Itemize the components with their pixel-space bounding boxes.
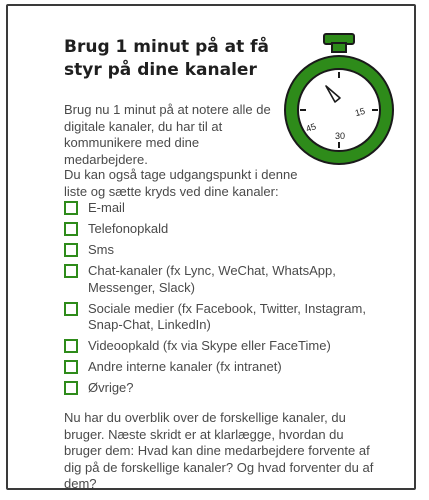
checklist-item-other[interactable] [64, 380, 394, 397]
checklist-item-email[interactable] [64, 200, 394, 217]
stopwatch-icon [280, 32, 398, 172]
card-title: Brug 1 minut på at få styr på dine kanaler [64, 37, 270, 80]
checkbox[interactable] [64, 201, 78, 215]
checklist-item-phone[interactable] [64, 221, 394, 238]
dial-label-30: 30 [335, 131, 346, 141]
checklist-item-chat[interactable] [64, 263, 394, 296]
checklist-label: Sms [88, 242, 114, 257]
checkbox[interactable] [64, 222, 78, 236]
channel-checklist [64, 200, 394, 401]
checklist-label: Øvrige? [88, 380, 134, 395]
checklist-item-video[interactable] [64, 338, 394, 355]
checklist-label: Videoopkald (fx via Skype eller FaceTime) [88, 338, 331, 353]
checkbox[interactable] [64, 243, 78, 257]
checklist-prompt: Du kan også tage udgangspunkt i denne liste og sætte kryds ved dine kanaler: [64, 167, 298, 199]
stopwatch-stem [332, 43, 346, 52]
checklist-label: Telefonopkald [88, 221, 169, 236]
checkbox[interactable] [64, 302, 78, 316]
checkbox[interactable] [64, 339, 78, 353]
checkbox[interactable] [64, 264, 78, 278]
checklist-label: E-mail [88, 200, 125, 215]
checklist-label: Sociale medier (fx Facebook, Twitter, Instagram, Snap-Chat, LinkedIn) [88, 300, 366, 332]
outro-text: Nu har du overblik over de forskellige kanaler, du bruger. Næste skridt er at klarlægge, hvordan du bruger dem: Hvad kan dine medarbejdere forvente af dig på de forskellige kanaler? Og hvad forventer du af dem? [64, 410, 374, 491]
intro-text: Brug nu 1 minut på at notere alle de digitale kanaler, du har til at kommunikere med dine medarbejdere. [64, 102, 271, 167]
checkbox[interactable] [64, 360, 78, 374]
checklist-item-social[interactable] [64, 301, 394, 334]
checklist-item-internal[interactable] [64, 359, 394, 376]
dial-label-15: 15 [353, 105, 367, 119]
instruction-card [6, 4, 416, 490]
checklist-label: Andre interne kanaler (fx intranet) [88, 359, 282, 374]
checklist-item-sms[interactable] [64, 242, 394, 259]
checkbox[interactable] [64, 381, 78, 395]
checklist-label: Chat-kanaler (fx Lync, WeChat, WhatsApp, Messenger, Slack) [88, 263, 336, 295]
dial-label-45: 45 [304, 121, 318, 135]
